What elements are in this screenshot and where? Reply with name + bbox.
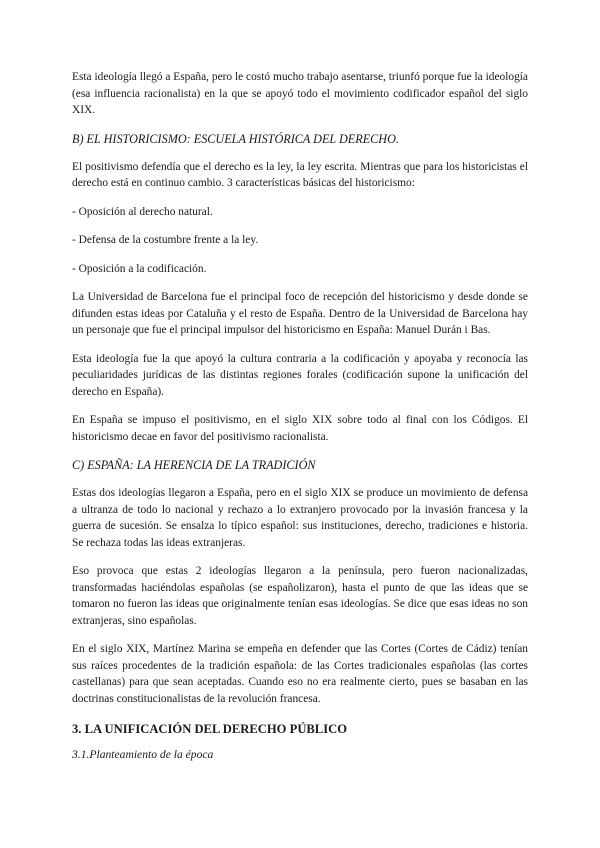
paragraph-positivismo: El positivismo defendía que el derecho es la ley, la ley escrita. Mientras que para los historicistas el derecho está en continuo cambio. 3 características básicas del historicismo: — [72, 160, 528, 189]
subsection-heading-planteamiento: 3.1.Planteamiento de la época — [72, 748, 214, 761]
paragraph-ideologia: Esta ideología llegó a España, pero le costó mucho trabajo asentarse, triunfó porque fue la ideología (esa influencia racionalista) en la que se apoyó todo el movimiento codificador español del siglo XIX. — [72, 71, 528, 116]
section-heading-historicismo: B) EL HISTORICISMO: ESCUELA HISTÓRICA DEL DERECHO. — [72, 131, 399, 146]
list-item: - Oposición a la codificación. — [72, 262, 207, 275]
section-heading-herencia: C) ESPAÑA: LA HERENCIA DE LA TRADICIÓN — [72, 458, 316, 472]
paragraph-positivismo-impuso: En España se impuso el positivismo, en el siglo XIX sobre todo al final con los Códigos. El historicismo decae en favor del positivismo racionalista. — [72, 414, 528, 443]
paragraph-martinez-marina: En el siglo XIX, Martínez Marina se empeña en defender que las Cortes (Cortes de Cádiz) tenían sus raíces procedentes de la tradición española: de las Cortes tradicionales españolas (las cortes castellanas) para que sean aceptadas. Cuando eso no era realmente cierto, pues se basaban en las doctrinas constitucionalistas de la revolución francesa. — [72, 643, 528, 705]
paragraph-universidad-barcelona: La Universidad de Barcelona fue el principal foco de recepción del historicismo y desde donde se difunden estas ideas por Cataluña y el resto de España. Dentro de la Universidad de Barcelona hay un personaje que fue el principal impulsor del historicismo en España: Manuel Durán i Bas. — [72, 291, 528, 336]
section-heading-unificacion: 3. LA UNIFICACIÓN DEL DERECHO PÚBLICO — [72, 722, 348, 736]
paragraph-dos-ideologias: Estas dos ideologías llegaron a España, pero en el siglo XIX se produce un movimiento de defensa a ultranza de todo lo nacional y rechazo a lo extranjero provocado por la invasión francesa y la guerra de sucesión. Se ensalza lo típico español: sus instituciones, derecho, tradiciones e historia. Se rechaza todas las ideas extranjeras. — [72, 487, 528, 549]
list-item: - Defensa de la costumbre frente a la ley. — [72, 234, 259, 246]
paragraph-nacionalizadas: Eso provoca que estas 2 ideologías llegaron a la península, pero fueron nacionalizadas, transformadas haciéndolas españolas (se españolizaron), hasta el punto de que las ideas que se tomaron no fueron las ideas que originalmente tenían esas ideologías. Se dice que esas ideas no son extranjeras, sino españolas. — [72, 565, 528, 627]
list-item: - Oposición al derecho natural. — [72, 205, 213, 218]
paragraph-cultura-contraria: Esta ideología fue la que apoyó la cultura contraria a la codificación y apoyaba y reconocía las peculiaridades jurídicas de las distintas regiones forales (codificación supone la unificación del derecho en España). — [72, 352, 528, 398]
